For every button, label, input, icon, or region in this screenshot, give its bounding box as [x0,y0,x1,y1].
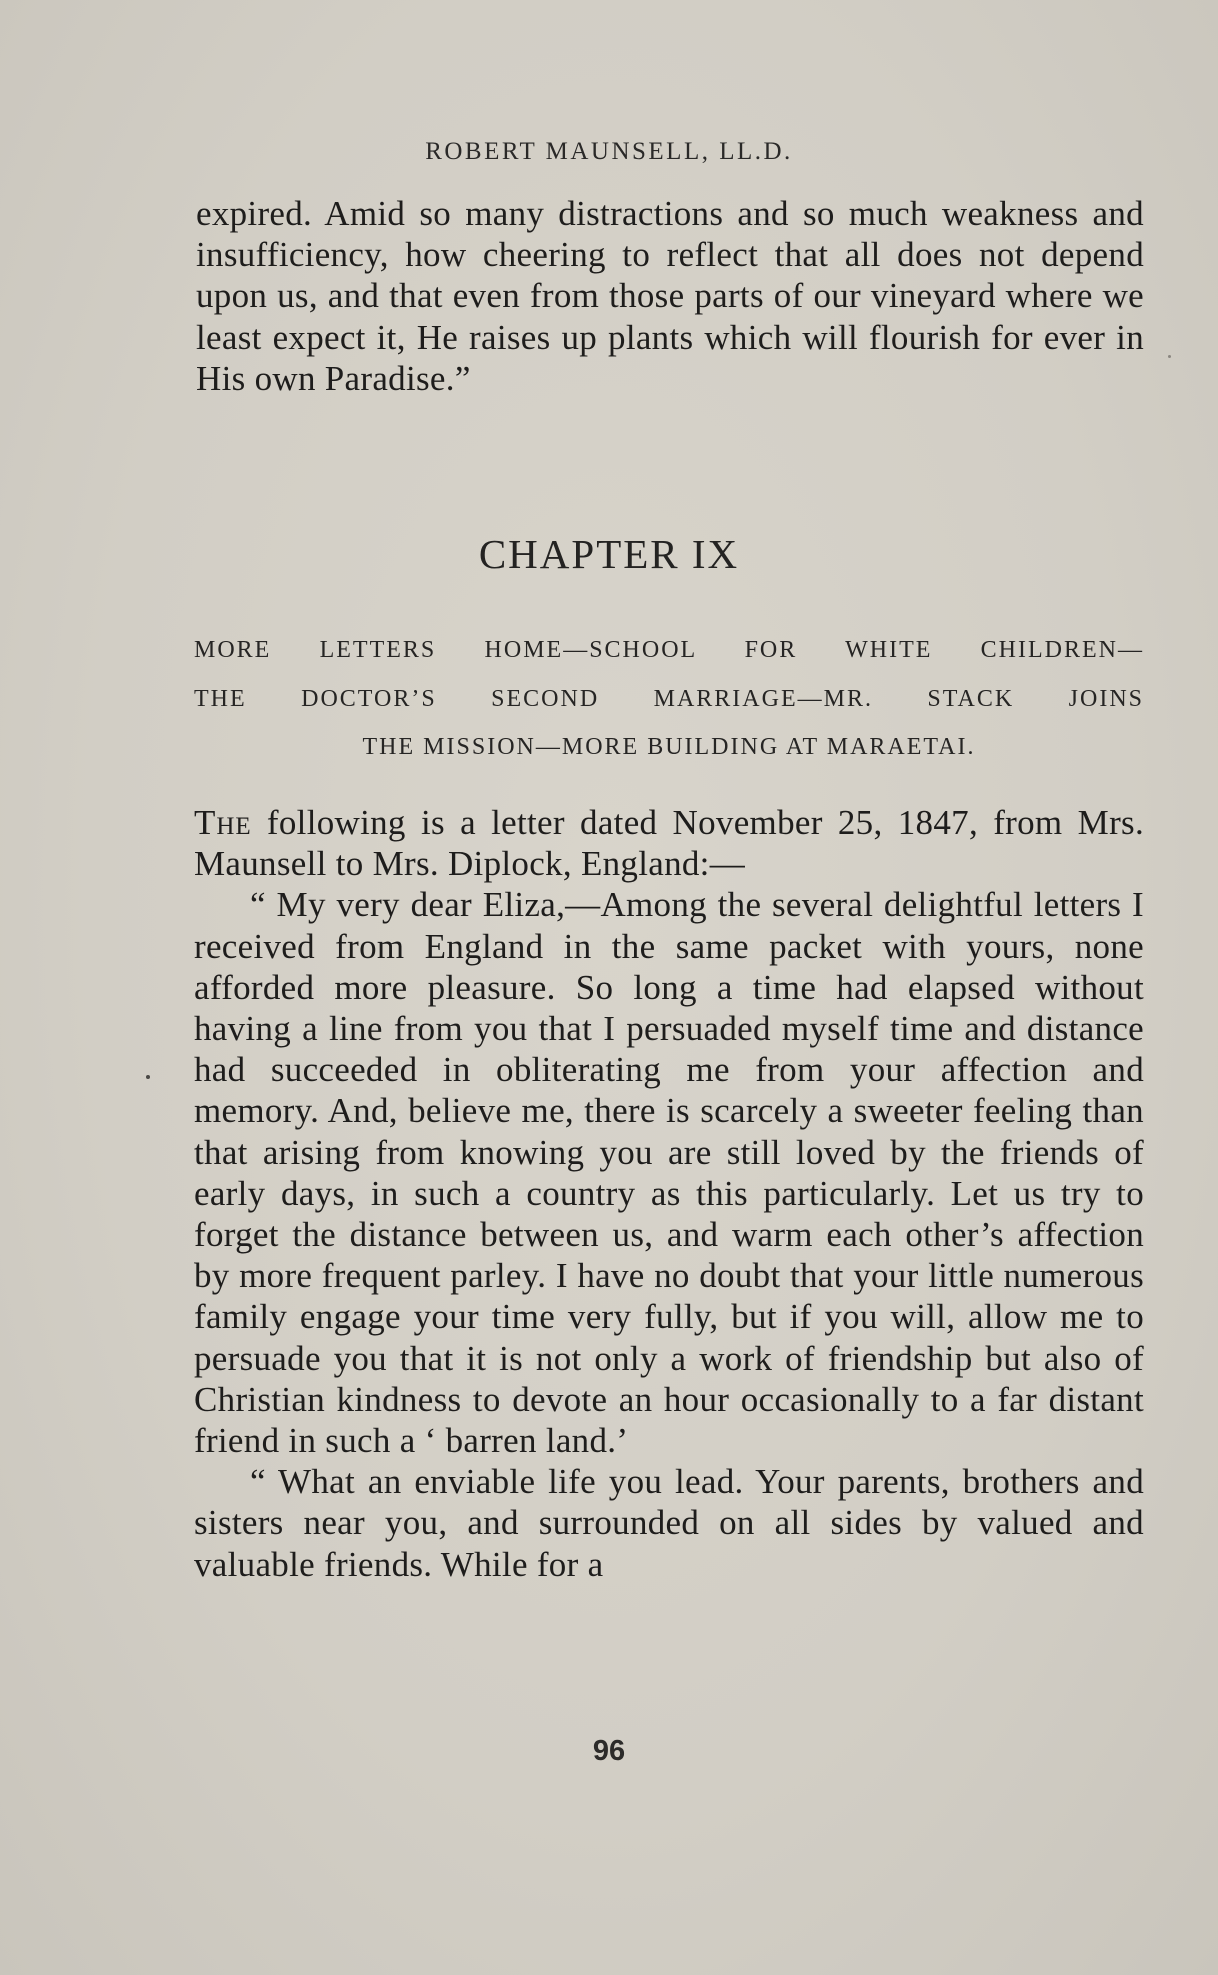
intro-first-word: The [194,803,252,842]
chapter-summary [194,626,1144,772]
paper-speck [1168,355,1171,358]
opening-paragraph: expired. Amid so many distractions and so much weakness and insufficiency, how cheering to reflect that all does not depend upon us, and that even from those parts of our vineyard where we least expect it, He raises up plants which will flourish for ever in His own Paradise.” [196,194,1144,398]
chapter-summary-line: THE MISSION—MORE BUILDING AT MARAETAI. [362,734,976,760]
page-number: 96 [592,1735,626,1767]
opening-paragraph-block [196,193,1144,399]
chapter-title: CHAPTER IX [478,531,740,577]
intro-paragraph [194,802,1144,884]
chapter-summary-line: MORE LETTERS HOME—SCHOOL FOR WHITE CHILDREN— [194,637,1144,663]
letter-body [194,802,1144,1585]
intro-text: following is a letter dated November 25, 1847, from Mrs. Maunsell to Mrs. Diplock, England:— [194,803,1144,884]
letter-paragraph: “ My very dear Eliza,—Among the several delightful letters I received from England in the same packet with yours, none afforded more pleasure. So long a time had elapsed without having a line from you that I persuaded myself time and distance had succeeded in obliterating me from your affection and memory. And, believe me, there is scarcely a sweeter feeling than that arising from knowing you are still loved by the friends of early days, in such a country as this particularly. Let us try to forget the distance between us, and warm each other’s affection by more frequent parley. I have no doubt that your little numerous family engage your time very fully, but if you will, allow me to persuade you that it is not only a work of friendship but also of Christian kindness to devote an hour occasionally to a far distant friend in such a ‘ barren land.’ [194,885,1144,1461]
chapter-summary-line: THE DOCTOR’S SECOND MARRIAGE—MR. STACK JOINS [194,685,1144,712]
letter-paragraph: “ What an enviable life you lead. Your parents, brothers and sisters near you, and surrounded on all sides by valued and valuable friends. While for a [194,1462,1144,1584]
running-head: ROBERT MAUNSELL, LL.D. [425,138,793,165]
paper-speck [146,1075,150,1079]
